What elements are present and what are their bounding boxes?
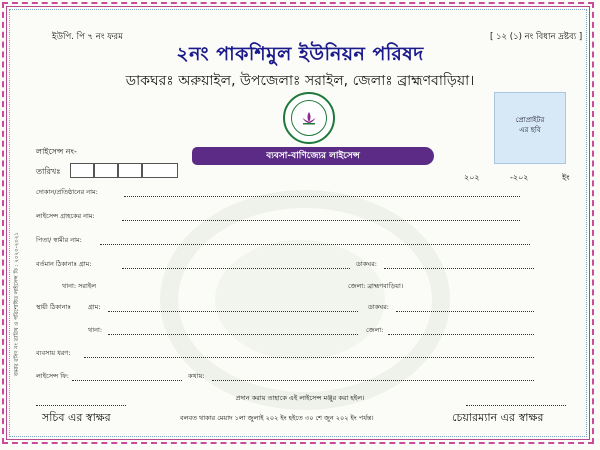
photo-label-line1: প্রোপ্রাইটর: [515, 116, 545, 124]
form-number: ইউপি. পি ৭ নং ফরম: [52, 32, 123, 42]
shop-name-line[interactable]: [124, 196, 520, 197]
in-words-label: কথায়:: [188, 372, 205, 380]
licensee-name-label: লাইসেন্স গ্রাহকের নাম:: [36, 212, 95, 220]
vertical-receipt-text: জমার রসিদ নং তারিখ ও পরিশোধিত লাইসেন্স ফি : ২০২০-২০২১: [14, 232, 20, 377]
permanent-district-line[interactable]: [388, 334, 534, 335]
licensee-name-line[interactable]: [122, 220, 520, 221]
in-words-line[interactable]: [212, 380, 534, 381]
present-address-label: বর্তমান ঠিকানাঃ গ্রাম:: [36, 260, 92, 268]
license-fee-line[interactable]: [72, 380, 182, 381]
shop-name-label: দোকান/প্রতিষ্ঠানের নাম:: [36, 188, 98, 196]
date-box-4[interactable]: [142, 163, 178, 178]
secretary-signature-label: সচিব এর স্বাক্ষর: [42, 411, 111, 424]
license-banner: ব্যবসা-বাণিজ্যের লাইসেন্স: [192, 147, 434, 165]
present-post-office-line[interactable]: [384, 268, 534, 269]
permanent-district-label: জেলা:: [366, 326, 384, 334]
union-title: ২নং পাকশিমুল ইউনিয়ন পরিষদ: [176, 43, 424, 65]
present-thana-label: থানা: সরাইল: [62, 282, 97, 290]
seal-inner-ring: [291, 100, 327, 136]
watermark-center: [215, 240, 385, 360]
rule-number: [ ১২ (১) নং বিধান দ্রষ্টব্য ]: [490, 32, 583, 42]
father-husband-line[interactable]: [100, 244, 530, 245]
date-box-1[interactable]: [70, 163, 94, 178]
date-box-3[interactable]: [118, 163, 142, 178]
date-box-2[interactable]: [94, 163, 118, 178]
present-village-line[interactable]: [122, 268, 350, 269]
lotus-icon: [301, 111, 317, 125]
business-type-label: ব্যবসায় ধরণ:: [36, 349, 71, 357]
permanent-village-label: গ্রাম:: [88, 303, 101, 311]
date-label: তারিখঃ: [36, 167, 61, 176]
permanent-village-line[interactable]: [108, 311, 358, 312]
validity-text: বলবত থাকার মেয়াদ ১লা জুলাই ২০২ ইং হইতে ৩০ শে জুন ২০২ ইং পর্যন্ত।: [180, 414, 374, 422]
permanent-address-label: স্থায়ী ঠিকানাঃ: [36, 303, 71, 311]
permanent-thana-line[interactable]: [108, 334, 358, 335]
year-separator: -২০২: [510, 173, 529, 182]
present-post-office-label: ডাকঘর:: [356, 260, 377, 268]
permanent-thana-label: থানা:: [88, 326, 103, 334]
permanent-post-office-label: ডাকঘর:: [368, 303, 389, 311]
year-suffix: ইং: [562, 173, 570, 182]
lotus-seal-icon: [283, 92, 335, 144]
secretary-signature-line[interactable]: [36, 405, 126, 406]
license-no-label: লাইসেন্স নং-: [36, 147, 77, 156]
approval-text: প্রদান করায় তাহাকে এই লাইসেন্স মঞ্জুর করা হইল।: [235, 394, 365, 402]
union-address: ডাকঘরঃ অরুয়াইল, উপজেলাঃ সরাইল, জেলাঃ ব্রাহ্মণবাড়িয়া।: [125, 73, 475, 89]
proprietor-photo-box: [494, 92, 566, 164]
permanent-post-office-line[interactable]: [396, 311, 534, 312]
license-fee-label: লাইসেন্স ফি:: [36, 372, 69, 380]
present-district-label: জেলা: ব্রাহ্মণবাড়িয়া।: [348, 282, 404, 290]
year-from: ২০২: [464, 173, 480, 182]
vertical-receipt-note: [8, 200, 20, 420]
business-type-line[interactable]: [84, 357, 534, 358]
chairman-signature-label: চেয়ারম্যান এর স্বাক্ষর: [452, 411, 544, 424]
photo-label-line2: এর ছবি: [519, 126, 541, 134]
father-husband-label: পিতা/ স্বামীর নাম:: [36, 236, 82, 244]
chairman-signature-line[interactable]: [466, 405, 566, 406]
